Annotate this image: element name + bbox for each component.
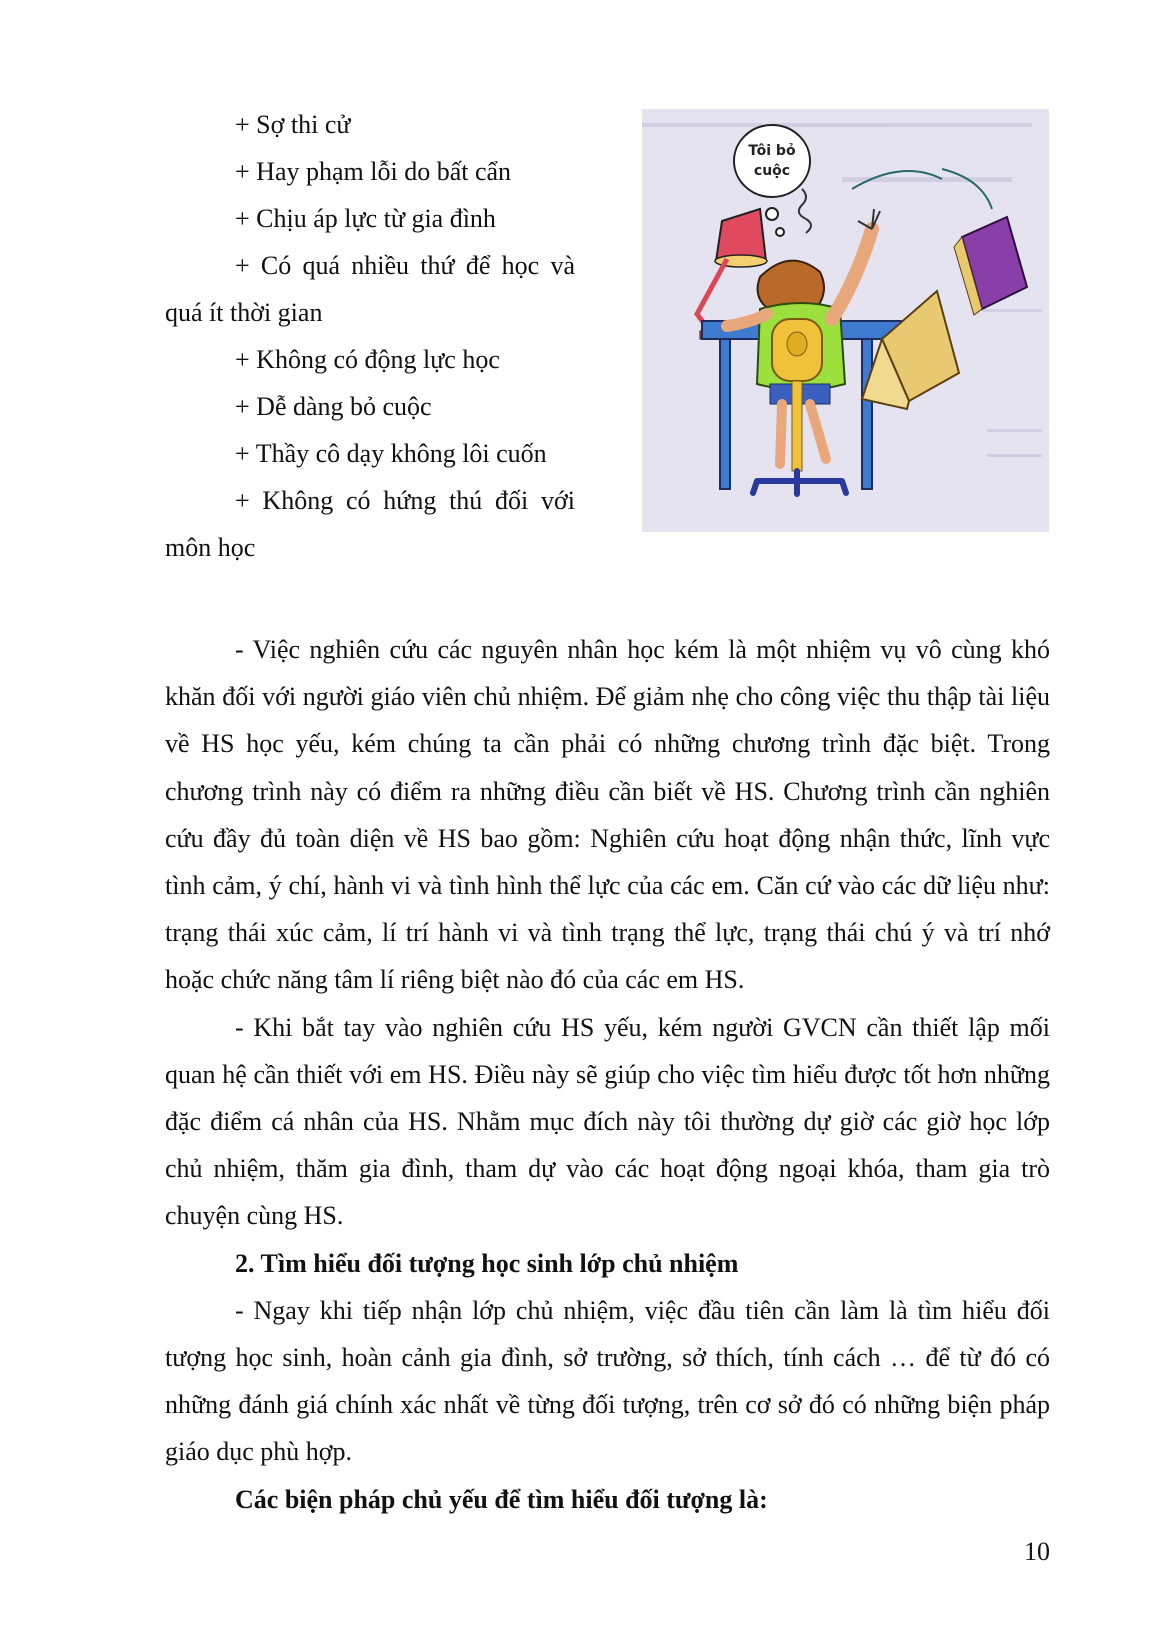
paragraph: - Việc nghiên cứu các nguyên nhân học kém là một nhiệm vụ vô cùng khó khăn đối với người giáo viên chủ nhiệm. Để giảm nhẹ cho công việc thu thập tài liệu về HS học yếu, kém chúng ta cần phải có những chương trình đặc biệt. Trong chương trình này có điểm ra những điều cần biết về HS. Chương trình cần nghiên cứu đầy đủ toàn diện về HS bao gồm: Nghiên cứu hoạt động nhận thức, lĩnh vực tình cảm, ý chí, hành vi và tình hình thể lực của các em. Căn cứ vào các dữ liệu như: trạng thái xúc cảm, lí trí hành vi và tình trạng thể lực, trạng thái chú ý và trí nhớ hoặc chức năng tâm lí riêng biệt nào đó của các em HS. bbox=[165, 635, 1050, 995]
sub-heading: Các biện pháp chủ yếu để tìm hiểu đối tượng là: bbox=[235, 1484, 768, 1514]
list-item: + Dễ dàng bỏ cuộc bbox=[235, 392, 432, 421]
cause-list bbox=[165, 101, 575, 571]
page-number: 10 bbox=[1024, 1537, 1050, 1566]
list-item: + Không có hứng thú đối với môn học bbox=[165, 486, 575, 562]
list-item: + Thầy cô dạy không lôi cuốn bbox=[235, 439, 547, 468]
list-item: + Có quá nhiều thứ để học và quá ít thời gian bbox=[165, 251, 575, 327]
paragraph: - Ngay khi tiếp nhận lớp chủ nhiệm, việc đầu tiên cần làm là tìm hiểu đối tượng học sinh, hoàn cảnh gia đình, sở trường, sở thích, tính cách … để từ đó có những đánh giá chính xác nhất về từng đối tượng, trên cơ sở đó có những biện pháp giáo dục phù hợp. bbox=[165, 1295, 1050, 1467]
list-item: + Chịu áp lực từ gia đình bbox=[235, 204, 496, 233]
list-item: + Không có động lực học bbox=[235, 345, 500, 374]
paragraph: - Khi bắt tay vào nghiên cứu HS yếu, kém người GVCN cần thiết lập mối quan hệ cần thiết với em HS. Điều này sẽ giúp cho việc tìm hiểu được tốt hơn những đặc điểm cá nhân của HS. Nhằm mục đích này tôi thường dự giờ các giờ học lớp chủ nhiệm, thăm gia đình, tham dự vào các hoạt động ngoại khóa, tham gia trò chuyện cùng HS. bbox=[165, 1012, 1050, 1231]
section-heading: 2. Tìm hiểu đối tượng học sinh lớp chủ nhiệm bbox=[235, 1248, 739, 1278]
list-item: + Hay phạm lỗi do bất cẩn bbox=[235, 157, 512, 186]
svg-text:Tôi bỏ: Tôi bỏ bbox=[748, 143, 796, 159]
list-item: + Sợ thi cử bbox=[235, 110, 351, 139]
svg-text:cuộc: cuộc bbox=[753, 163, 791, 179]
body-text bbox=[165, 626, 1050, 1523]
illustration-student-giving-up bbox=[642, 109, 1049, 532]
